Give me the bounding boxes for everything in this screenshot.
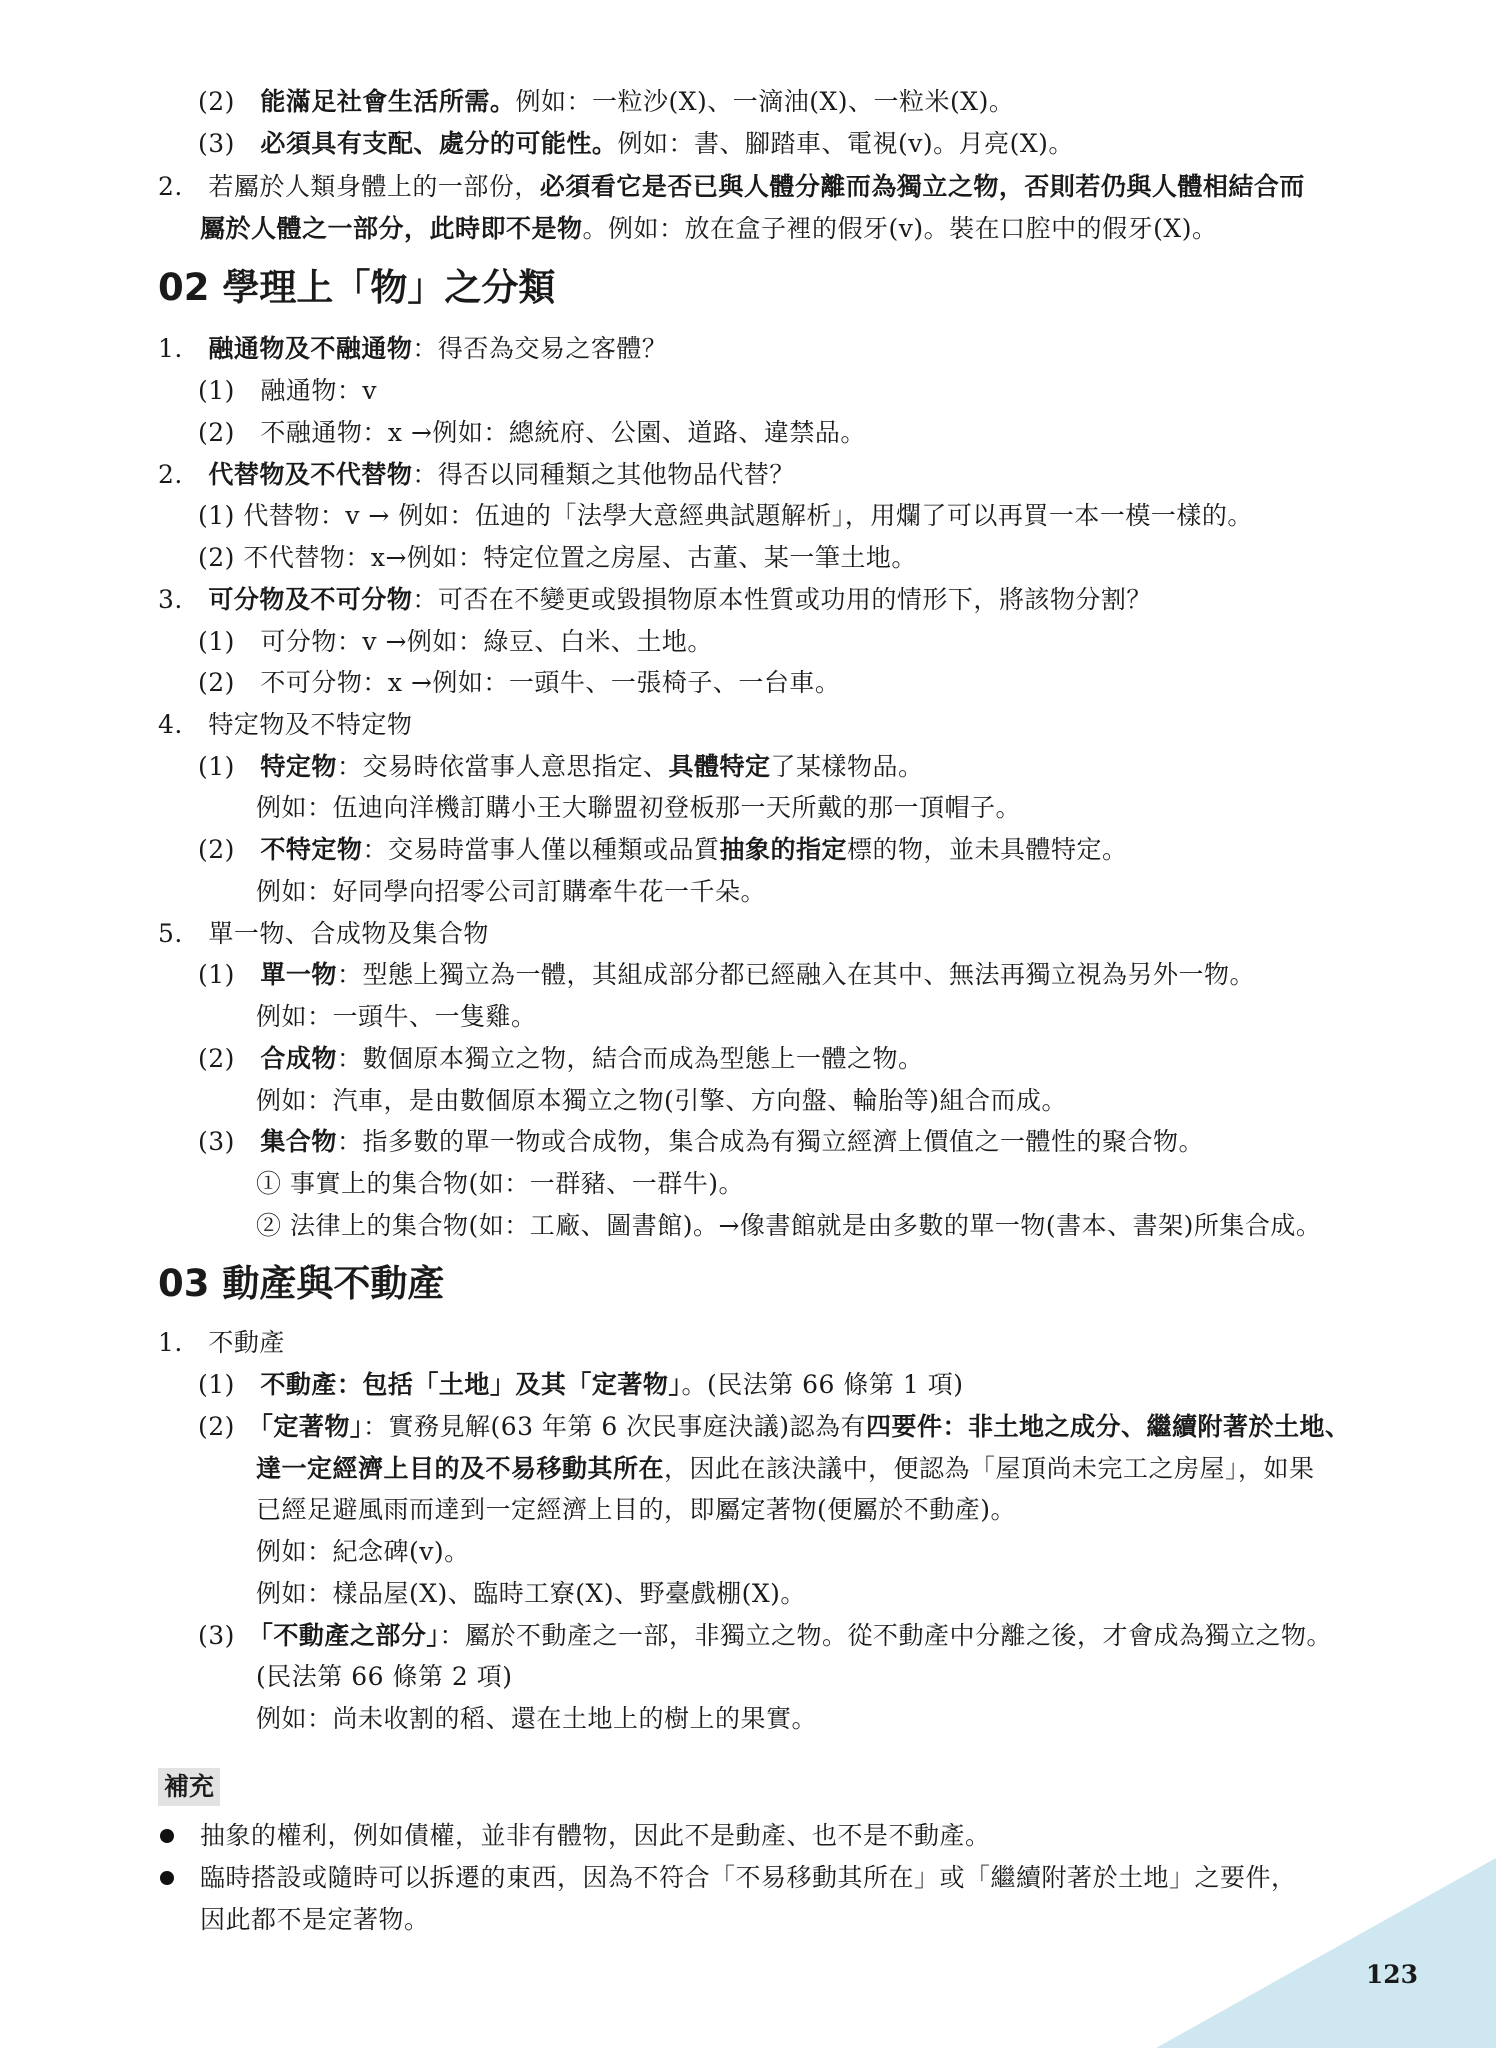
text-segment: 例如：樣品屋(X)、臨時工寮(X)、野臺戲棚(X)。	[256, 1579, 806, 1608]
bold-text: 代替物及不代替物	[208, 460, 413, 489]
supplement-label: 補充	[158, 1768, 220, 1806]
bold-text: 四要件：非土地之成分、繼續附著於土地、	[866, 1412, 1351, 1441]
text-line	[198, 626, 713, 658]
page-number: 123	[1365, 1960, 1418, 1989]
text-segment: ：得否以同種類之其他物品代替？	[412, 460, 795, 489]
text-segment: 臨時搭設或隨時可以拆遷的東西，因為不符合「不易移動其所在」或「繼續附著於土地」之要件，	[200, 1863, 1297, 1892]
text-segment: 例如：書、腳踏車、電視(v)。月亮(X)。	[617, 129, 1074, 158]
text-line	[198, 1043, 923, 1075]
text-line	[158, 918, 489, 950]
text-line	[198, 1411, 1351, 1443]
text-line	[198, 542, 917, 574]
text-segment: (1) 可分物：v →例如：綠豆、白米、土地。	[198, 627, 713, 656]
text-segment: 例如：尚未收割的稻、還在土地上的樹上的果實。	[256, 1704, 818, 1733]
text-line	[158, 333, 667, 365]
text-segment: (3)	[198, 1621, 261, 1650]
text-line	[200, 213, 1217, 245]
text-segment: 。例如：放在盒子裡的假牙(v)。裝在口腔中的假牙(X)。	[582, 214, 1218, 243]
text-segment: ：交易時當事人僅以種類或品質	[362, 835, 720, 864]
text-line	[256, 1453, 1315, 1485]
section-heading-02: 02 學理上「物」之分類	[158, 266, 556, 309]
text-segment: 例如：一頭牛、一隻雞。	[256, 1002, 537, 1031]
bullet-icon	[160, 1829, 174, 1843]
text-segment: ：屬於不動產之一部，非獨立之物。從不動產中分離之後，才會成為獨立之物。	[439, 1621, 1332, 1650]
text-segment: 例如：伍迪向洋機訂購小王大聯盟初登板那一天所戴的那一頂帽子。	[256, 793, 1022, 822]
section-heading-03: 03 動產與不動產	[158, 1262, 445, 1305]
bold-text: 集合物	[260, 1127, 337, 1156]
text-segment: (2) 不融通物：x →例如：總統府、公園、道路、違禁品。	[198, 418, 866, 447]
text-line	[256, 1578, 806, 1610]
text-line	[256, 1168, 744, 1200]
text-line	[256, 1210, 1321, 1242]
text-segment: 因此都不是定著物。	[200, 1905, 430, 1934]
text-line	[158, 709, 412, 741]
bold-text: 具體特定	[668, 752, 771, 781]
bold-text: 單一物	[260, 960, 337, 989]
text-segment: 1.	[158, 334, 209, 363]
text-line	[256, 1703, 817, 1735]
text-line	[200, 1904, 430, 1936]
bold-text: 「不動產之部分」	[260, 1621, 440, 1650]
text-segment: (2)	[198, 87, 261, 116]
text-line	[198, 1369, 963, 1401]
text-line	[198, 375, 377, 407]
bold-text: 達一定經濟上目的及不易移動其所在	[256, 1454, 665, 1483]
text-segment: (1)	[198, 752, 261, 781]
text-line	[200, 1820, 991, 1852]
text-segment: (2) 不代替物：x→例如：特定位置之房屋、古董、某一筆土地。	[198, 543, 917, 572]
text-line	[198, 834, 1127, 866]
text-line	[158, 171, 1305, 203]
text-segment: 例如：好同學向招零公司訂購牽牛花一千朵。	[256, 877, 767, 906]
text-line	[256, 1661, 513, 1693]
text-segment: ：交易時依當事人意思指定、	[336, 752, 669, 781]
text-segment: 4. 特定物及不特定物	[158, 710, 413, 739]
text-segment: ：數個原本獨立之物，結合而成為型態上一體之物。	[336, 1044, 924, 1073]
text-segment: ：可否在不變更或毀損物原本性質或功用的情形下，將該物分割？	[412, 585, 1152, 614]
text-segment: 例如：汽車，是由數個原本獨立之物(引擎、方向盤、輪胎等)組合而成。	[256, 1086, 1068, 1115]
text-segment: (1) 融通物：v	[198, 376, 378, 405]
text-line	[158, 584, 1152, 616]
text-line	[198, 86, 1014, 118]
bold-text: 不動產：包括「土地」及其「定著物」	[260, 1370, 682, 1399]
text-segment: (1) 代替物：v → 例如：伍迪的「法學大意經典試題解析」，用爛了可以再買一本一模一樣的。	[198, 501, 1253, 530]
text-line	[198, 959, 1255, 991]
bold-text: 必須具有支配、處分的可能性。	[260, 129, 618, 158]
text-line	[198, 667, 840, 699]
text-line	[200, 1862, 1297, 1894]
bold-text: 能滿足社會生活所需。	[260, 87, 516, 116]
bold-text: 「定著物」	[260, 1412, 363, 1441]
text-line	[256, 876, 766, 908]
bold-text: 抽象的指定	[719, 835, 847, 864]
text-segment: ，因此在該決議中，便認為「屋頂尚未完工之房屋」，如果	[664, 1454, 1315, 1483]
text-segment: ② 法律上的集合物(如：工廠、圖書館)。→像書館就是由多數的單一物(書本、書架)所集合成。	[256, 1211, 1322, 1240]
text-segment: ：得否為交易之客體？	[412, 334, 668, 363]
bold-text: 屬於人體之一部分，此時即不是物	[200, 214, 583, 243]
text-segment: (2)	[198, 1044, 261, 1073]
text-line	[158, 459, 795, 491]
bullet-icon	[160, 1871, 174, 1885]
text-segment: (2) 不可分物：x →例如：一頭牛、一張椅子、一台車。	[198, 668, 841, 697]
text-segment: 了某樣物品。	[770, 752, 924, 781]
text-segment: 標的物，並未具體特定。	[846, 835, 1128, 864]
bold-text: 不特定物	[260, 835, 363, 864]
text-segment: (民法第 66 條第 2 項)	[256, 1662, 513, 1691]
text-segment: (1)	[198, 960, 261, 989]
text-line	[158, 1327, 285, 1359]
text-line	[198, 1620, 1332, 1652]
text-line	[198, 500, 1253, 532]
bold-text: 可分物及不可分物	[208, 585, 413, 614]
text-line	[256, 1085, 1067, 1117]
text-line	[256, 1536, 470, 1568]
bold-text: 融通物及不融通物	[208, 334, 413, 363]
text-segment: (2)	[198, 835, 261, 864]
text-line	[198, 1126, 1204, 1158]
text-segment: (3)	[198, 129, 261, 158]
bold-text: 必須看它是否已與人體分離而為獨立之物，否則若仍與人體相結合而	[539, 172, 1305, 201]
text-segment: 3.	[158, 585, 209, 614]
text-segment: 5. 單一物、合成物及集合物	[158, 919, 489, 948]
text-line	[198, 417, 866, 449]
text-segment: (1)	[198, 1370, 261, 1399]
text-segment: 例如：一粒沙(X)、一滴油(X)、一粒米(X)。	[515, 87, 1015, 116]
text-segment: (2)	[198, 1412, 261, 1441]
text-segment: 已經足避風雨而達到一定經濟上目的，即屬定著物(便屬於不動產)。	[256, 1495, 1017, 1524]
text-line	[198, 128, 1074, 160]
text-segment: 1. 不動產	[158, 1328, 285, 1357]
text-line	[256, 792, 1021, 824]
text-segment: (3)	[198, 1127, 261, 1156]
text-line	[198, 751, 923, 783]
text-segment: ：型態上獨立為一體，其組成部分都已經融入在其中、無法再獨立視為另外一物。	[336, 960, 1255, 989]
text-segment: ：實務見解(63 年第 6 次民事庭決議)認為有	[362, 1412, 867, 1441]
bold-text: 特定物	[260, 752, 337, 781]
text-segment: 。(民法第 66 條第 1 項)	[681, 1370, 964, 1399]
text-segment: 2.	[158, 460, 209, 489]
text-segment: 例如：紀念碑(v)。	[256, 1537, 470, 1566]
text-segment: 2. 若屬於人類身體上的一部份，	[158, 172, 540, 201]
bold-text: 合成物	[260, 1044, 337, 1073]
text-segment: ：指多數的單一物或合成物，集合成為有獨立經濟上價值之一體性的聚合物。	[336, 1127, 1204, 1156]
text-segment: ① 事實上的集合物(如：一群豬、一群牛)。	[256, 1169, 744, 1198]
text-line	[256, 1001, 537, 1033]
text-line	[256, 1494, 1016, 1526]
text-segment: 抽象的權利，例如債權，並非有體物，因此不是動產、也不是不動產。	[200, 1821, 991, 1850]
